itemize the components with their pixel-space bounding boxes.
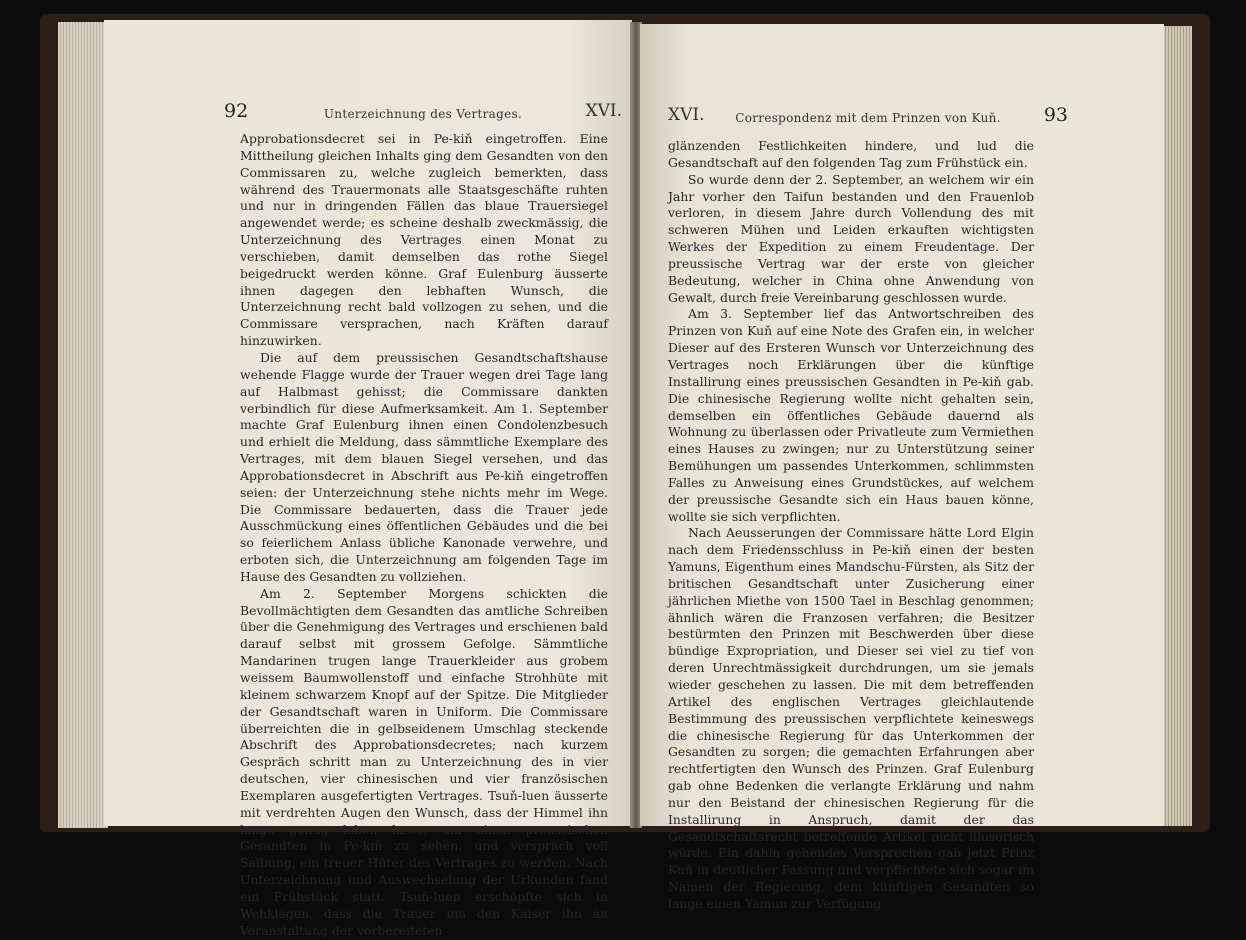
page-number: 92 <box>224 100 249 122</box>
paragraph: Die auf dem preussischen Gesandtschaftshause wehende Flagge wurde der Trauer wegen drei Tage lang auf Halbmast gehisst; die Commissare dankten verbindlich für diese Aufmerksamkeit. Am 1. September machte Graf Eulenburg ihnen einen Condolenzbesuch und erhielt die Meldung, dass sämmtliche Exemplare des Vertrages, mit dem blauen Siegel versehen, und das Approbationsdecret in Abschrift aus Pe-kiň eingetroffen seien: der Unterzeichnung stehe nichts mehr im Wege. Die Commissare bedauerten, dass die Trauer jede Ausschmückung eines öffentlichen Gebäudes und die bei so feierlichem Anlass übliche Kanonade verwehre, und erboten sich, die Unterzeichnung am folgenden Tage im Hause des Gesandten zu vollziehen. <box>240 349 608 584</box>
paragraph: glänzenden Festlichkeiten hindere, und lud die Gesandtschaft auf den folgenden Tag zum Frühstück ein. <box>668 138 1034 170</box>
paragraph: So wurde denn der 2. September, an welchem wir ein Jahr vorher den Taifun bestanden und den Frauenlob verloren, in diesem Jahre durch Vollendung des mit schweren Mühen und Leiden erkauften wichtigsten Werkes der Expedition zu einem Freudentage. Der preussische Vertrag war der erste von gleicher Bedeutung, welcher in China ohne Anwendung von Gewalt, durch freie Vereinbarung geschlossen wurde. <box>668 171 1034 305</box>
right-page-header <box>668 104 1068 134</box>
section-number: XVI. <box>668 105 705 125</box>
left-page-body <box>240 131 608 940</box>
running-head: Unterzeichnung des Vertrages. <box>323 107 523 121</box>
page-stack-right <box>1160 26 1192 826</box>
paragraph: Am 2. September Morgens schickten die Bevollmächtigten dem Gesandten das amtliche Schreiben über die Genehmigung des Vertrages und erschienen bald darauf selbst mit grossem Gefolge. Sämmtliche Mandarinen trugen lange Trauerkleider aus grobem weissem Baumwollenstoff und einfache Strohhüte mit kleinem schwarzem Knopf auf der Spitze. Die Mitglieder der Gesandtschaft waren in Uniform. Die Commissare überreichten die in gelbseidenem Umschlag steckende Abschrift des Approbationsdecretes; nach kurzem Gespräch schritt man zu Unterzeichnung des in vier deutschen, vier chinesischen und vier französischen Exemplaren ausgefertigten Vertrages. Tsuň-luen äusserte mit verdrehten Augen den Wunsch, dass der Himmel ihn lange genug leben lasse, um einen preussischen Gesandten in Pe-kiň zu sehen, und versprach voll Salbung, ein treuer Hüter des Vertrages zu werden. Nach Unterzeichnung und Auswechselung der Urkunden fand ein Frühstück statt. Tsuň-luen erschöpfte sich in Wehklagen, dass die Trauer um den Kaiser ihn an Veranstaltung der vorbereiteten <box>240 585 608 938</box>
left-page <box>104 20 632 938</box>
running-head: Correspondenz mit dem Prinzen von Kuň. <box>735 111 1001 125</box>
paragraph: Am 3. September lief das Antwortschreiben des Prinzen von Kuň auf eine Note des Grafen ein, in welcher Dieser auf des Ersteren Wunsch vor Unterzeichnung des Vertrages noch Erklärungen über die künftige Installirung eines preussischen Gesandten in Pe-kiň gab. Die chinesische Regierung wollte nicht gehalten sein, demselben ein öffentliches Gebäude dauernd als Wohnung zu überlassen oder Privatleute zum Vermiethen eines Hauses zu zwingen; nur zu Unterstützung seiner Bemühungen um passendes Unterkommen, schlimmsten Falles zu Anweisung eines Grundstückes, auf welchem der preussische Gesandte sich ein Haus bauen könne, wollte sie sich verpflichten. <box>668 306 1034 524</box>
paragraph: Approbationsdecret sei in Pe-kiň eingetroffen. Eine Mittheilung gleichen Inhalts ging dem Gesandten von den Commissaren zu, welche zugleich bemerkten, dass während des Trauermonats alle Staatsgeschäfte ruhten und nur in dringenden Fällen das blaue Trauersiegel angewendet werde; es scheine deshalb zweckmässig, die Unterzeichnung des Vertrages einen Monat zu verschieben, damit demselben das rothe Siegel beigedruckt werden könne. Graf Eulenburg äusserte ihnen dagegen den lebhaften Wunsch, die Unterzeichnung recht bald vollzogen zu sehen, und die Commissare versprachen, nach Kräften darauf hinzuwirken. <box>240 131 608 349</box>
right-page <box>640 24 1164 911</box>
left-page-header <box>224 100 622 130</box>
paragraph: Nach Aeusserungen der Commissare hätte Lord Elgin nach dem Friedensschluss in Pe-kiň einen der besten Yamuns, Eigenthum eines Mandschu-Fürsten, als Sitz der britischen Gesandtschaft unter Zusicherung einer jährlichen Miethe von 1500 Tael in Beschlag genommen; ähnlich wären die Franzosen verfahren; die Besitzer bestürmten den Prinzen mit Beschwerden über diese bündige Expropriation, und Dieser sei viel zu tief von deren Unrechtmässigkeit durchdrungen, um sie jemals wieder geschehen zu lassen. Die mit dem betreffenden Artikel des englischen Vertrages gleichlautende Bestimmung des preussischen verpflichtete keineswegs die chinesische Regierung für das Unterkommen der Gesandten zu sorgen; die gemachten Erfahrungen aber rechtfertigten den Wunsch des Prinzen. Graf Eulenburg gab ohne Bedenken die verlangte Erklärung und nahm nur den Beistand der chinesischen Regierung für die Installirung in Anspruch, damit der das Gesandtschaftsrecht betreffende Artikel nicht illusorisch würde. Ein dahin gehendes Versprechen gab jetzt Prinz Kuň in deutlicher Fassung und verpflichtete sich sogar im Namen der Regierung, dem künftigen Gesandten so lange einen Yamun zur Verfügung <box>668 525 1034 911</box>
right-page-body <box>668 138 1034 913</box>
section-number: XVI. <box>585 101 622 121</box>
page-stack-left <box>58 22 108 828</box>
page-number: 93 <box>1043 104 1068 126</box>
